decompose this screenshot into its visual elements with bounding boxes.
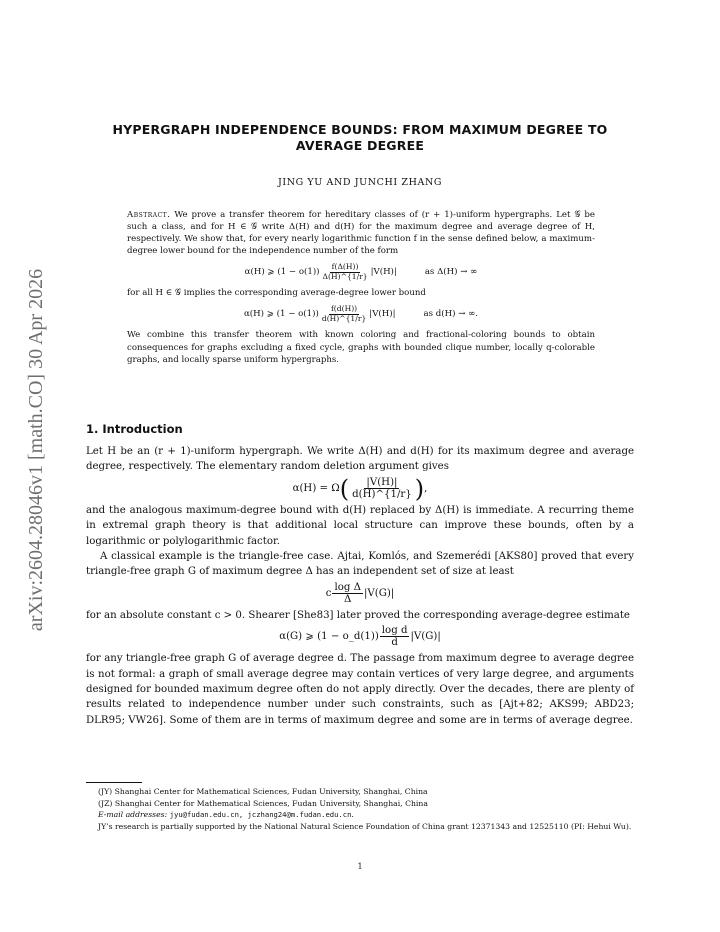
arxiv-stamp-text: arXiv:2604.28046v1 [math.CO] 30 Apr 2026 [25,268,47,632]
section-heading-introduction: 1. Introduction [86,422,183,436]
page-number: 1 [357,862,363,871]
fraction-denominator: d(H)^{1/r} [352,489,412,501]
equation-lhs: α(G) ⩾ (1 − o_d(1)) [279,631,379,643]
display-equation-c [86,625,634,649]
equation-fraction [320,305,368,323]
equation-lhs: α(H) ⩾ (1 − o(1)) [243,309,319,320]
fraction-numerator: f(Δ(H)) [331,262,359,272]
abstract-paragraph-2: for all H ∈ 𝒢 implies the corresponding average-degree lower bound [127,288,426,299]
fraction-denominator: Δ [344,594,352,606]
equation-rhs: |V(H)| [370,267,397,278]
equation-condition: as d(H) → ∞. [423,309,479,320]
introduction-body [86,444,634,728]
display-equation-a [86,474,634,503]
abstract-equation-2 [127,302,595,326]
footnote-affiliation-jz: (JZ) Shanghai Center for Mathematical Sciences, Fudan University, Shanghai, China [98,798,428,808]
equation-fraction [332,582,363,606]
equation-lhs: α(H) ⩾ (1 − o(1)) [244,267,320,278]
fraction-denominator: Δ(H)^{1/r} [322,271,368,281]
equation-fraction [380,625,410,649]
footnote-affiliation-jy: (JY) Shanghai Center for Mathematical Sciences, Fudan University, Shanghai, China [98,787,428,796]
body-paragraph-4: for an absolute constant c > 0. Shearer [She83] later proved the corresponding average-degree estimate [86,609,630,621]
footnote-email [86,809,634,821]
equation-tail: , [424,483,428,495]
equation-rhs: |V(G)| [363,588,395,600]
abstract-paragraph-3: We combine this transfer theorem with known coloring and fractional-coloring bounds to obtain consequences for graphs excluding a fixed cycle, graphs with bounded clique number, locally q-colorable graphs, and locally sparse uniform hypergraphs. [127,330,595,365]
email-addresses[interactable]: jyu@fudan.edu.cn, jczhang24@m.fudan.edu.cn [169,810,352,819]
equation-fraction [350,477,414,501]
fraction-numerator: f(d(H)) [330,304,358,314]
title-line-1: HYPERGRAPH INDEPENDENCE BOUNDS: FROM MAXIMUM DEGREE TO [112,122,608,137]
abstract [127,209,595,366]
footnote-rule [86,782,142,783]
fraction-numerator: log Δ [334,581,361,593]
body-paragraph-2: and the analogous maximum-degree bound with d(H) replaced by Δ(H) is immediate. A recurring theme in extremal graph theory is that additional local structure can improve these bounds, often by a logarithmic or polylogarithmic factor. [86,504,634,547]
equation-rhs: |V(G)| [410,631,441,643]
left-paren: ( [339,474,350,503]
equation-rhs: |V(H)| [369,309,396,320]
email-label: E-mail addresses: [98,810,168,819]
right-paren: ) [414,474,425,503]
equation-lhs: c [325,588,332,600]
footnotes [86,786,634,832]
paper-title [86,122,634,154]
body-paragraph-1: Let H be an (r + 1)-uniform hypergraph. We write Δ(H) and d(H) for its maximum degree and average degree, respectively. The elementary random deletion argument gives [86,446,634,473]
equation-condition: as Δ(H) → ∞ [424,267,478,278]
title-line-2: AVERAGE DEGREE [295,138,425,153]
equation-lhs: α(H) = Ω [292,483,340,495]
footnote-funding: JY’s research is partially supported by the National Natural Science Foundation of China grant 12371343 and 12525110 (PI: Hehui Wu). [98,821,632,831]
body-paragraph-5: for any triangle-free graph G of average degree d. The passage from maximum degree to average degree is not formal: a graph of small average degree may contain vertices of very large degree, and arguments designed for bounded maximum degree often do not apply directly. Over the decades, there are plenty of results related to independence number under such constraints, such as [Ajt+82; AKS99; ABD23; DLR95; VW26]. Some of them are in terms of maximum degree and some are in terms of average degree. [86,653,634,726]
body-paragraph-3: A classical example is the triangle-free case. Ajtai, Komlós, and Szemerédi [AKS80] proved that every triangle-free graph G of maximum degree Δ has an independent set of size at least [86,551,634,578]
abstract-equation-1 [127,260,595,284]
authors: JING YU AND JUNCHI ZHANG [277,177,443,188]
email-end: . [351,810,354,819]
abstract-heading: Abstract. [127,210,171,220]
arxiv-identifier-stamp [12,240,56,660]
abstract-paragraph-1: We prove a transfer theorem for hereditary classes of (r + 1)-uniform hypergraphs. Let 𝒢 be such a class, and for H ∈ 𝒢 write Δ(H) and d(H) for the maximum degree and average degree of H, respectively. We show that, for every nearly logarithmic function f in the sense defined below, a maximum-degree lower bound for the independence number of the form [127,210,595,257]
display-equation-b [86,582,634,606]
fraction-numerator: |V(H)| [366,476,398,488]
fraction-denominator: d [391,637,398,649]
fraction-denominator: d(H)^{1/r} [321,313,367,323]
equation-fraction [321,263,370,281]
fraction-numerator: log d [381,625,408,637]
